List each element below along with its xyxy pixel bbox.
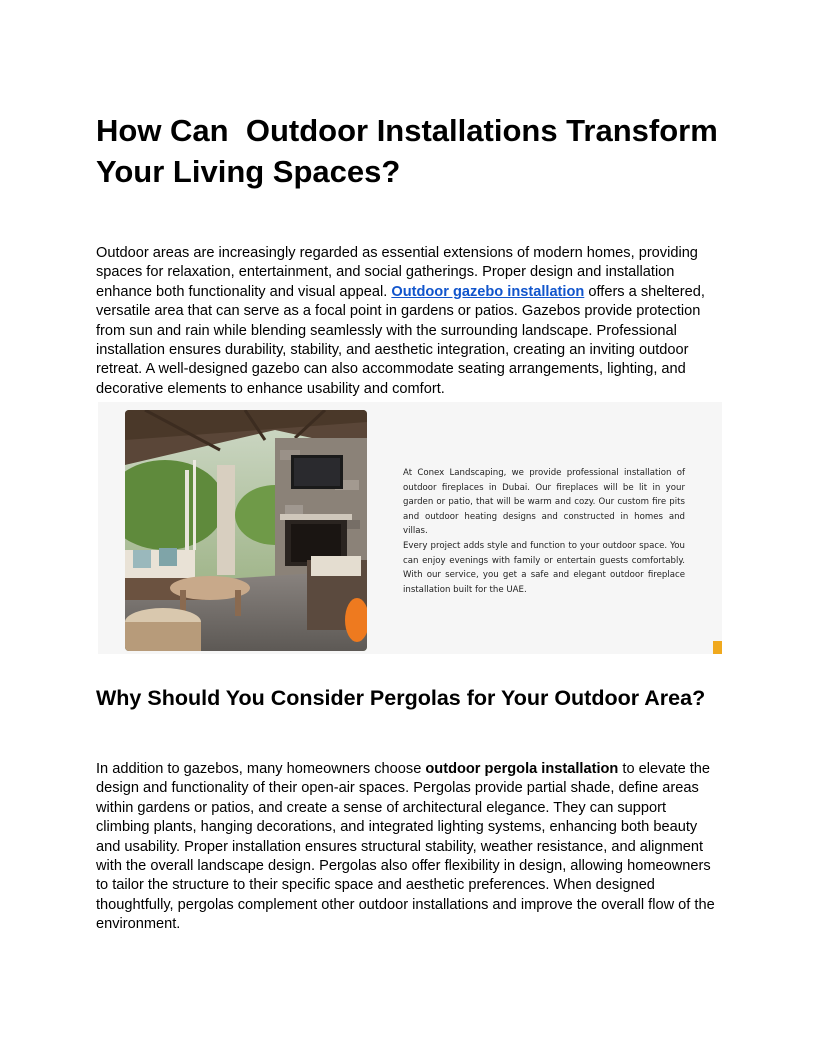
corner-badge-icon (713, 641, 722, 654)
pergola-text-start: In addition to gazebos, many homeowners choose (96, 761, 426, 777)
pergola-paragraph (96, 760, 721, 935)
fireplace-figure (98, 402, 722, 654)
pergola-bold-phrase: outdoor pergola installation (425, 761, 619, 777)
section-heading: Why Should You Consider Pergolas for Your Outdoor Area? (96, 686, 706, 710)
intro-paragraph (96, 244, 721, 399)
figure-paragraph-1: At Conex Landscaping, we provide professional installation of outdoor fireplaces in Dubai. Our fireplaces will be lit in your garden or patio, that will be warm and cozy. Our custom fire pits and outdoor heating designs and constructed in homes and villas. (403, 468, 685, 537)
intro-text-start: Outdoor areas are increasingly regarded as essential extensions of modern homes, providing spaces for relaxation, entertainment, and social gatherings. Proper design and installation enhance both functionality and visual appeal. (96, 245, 698, 300)
pergola-text-end: to elevate the design and functionality of their open-air spaces. Pergolas provide partial shade, define areas within gardens or patios, and create a sense of architectural elegance. They can support climbing plants, hanging decorations, and integrated lighting systems, enhancing both beauty and usability. Proper installation ensures structural stability, weather resistance, and alignment with the overall landscape design. Pergolas also offer flexibility in design, allowing homeowners to tailor the structure to their specific space and aesthetic preferences. When designed thoughtfully, pergolas complement other outdoor installations and improve the overall flow of the environment. (96, 761, 715, 933)
figure-paragraph-2: Every project adds style and function to your outdoor space. You can enjoy evenings with family or entertain guests comfortably. With our service, you get a safe and elegant outdoor fireplace installation built for the UAE. (403, 540, 685, 595)
page-title: How Can Outdoor Installations Transform Your Living Spaces? (96, 113, 726, 189)
intro-text-end: offers a sheltered, versatile area that can serve as a focal point in gardens or patios. Gazebos provide protection from sun and rain while blending seamlessly with the surrounding landscape. Professional installation ensures durability, stability, and aesthetic integration, creating an inviting outdoor retreat. A well-designed gazebo can also accommodate seating arrangements, lighting, and decorative elements to enhance usability and comfort. (96, 283, 705, 397)
gazebo-fireplace-photo (125, 410, 367, 651)
gazebo-installation-link[interactable]: Outdoor gazebo installation (391, 283, 585, 300)
figure-caption-text (403, 466, 685, 597)
